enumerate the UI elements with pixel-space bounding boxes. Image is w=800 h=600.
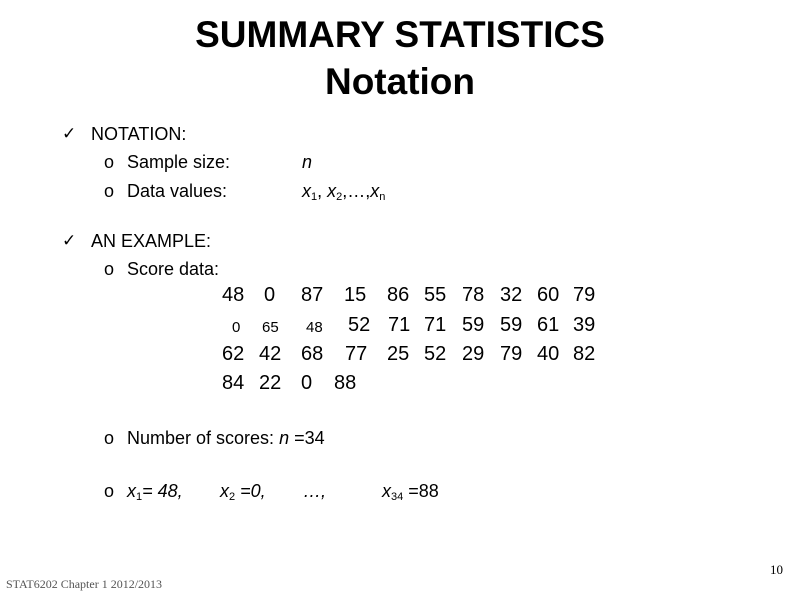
score-value: 78 [462, 284, 485, 306]
score-value: 48 [222, 284, 245, 306]
score-value: 40 [537, 343, 560, 365]
page-subtitle: Notation [324, 61, 476, 102]
score-value: 59 [500, 314, 523, 336]
check-icon: ✓ [62, 231, 77, 250]
score-value: 52 [424, 343, 447, 365]
sample-size-label: Sample size: [127, 152, 231, 172]
score-value: 79 [573, 284, 596, 306]
footer-text: STAT6202 Chapter 1 2012/2013 [6, 577, 163, 591]
score-value: 87 [301, 284, 324, 306]
page-number: 10 [770, 562, 783, 577]
check-icon: ✓ [62, 124, 77, 143]
score-value: 82 [573, 343, 596, 365]
score-value: 61 [537, 314, 560, 336]
circle-bullet-icon: o [104, 181, 115, 201]
number-of-scores: Number of scores: n =34 [127, 428, 325, 448]
score-value: 68 [301, 343, 324, 365]
circle-bullet-icon: o [104, 152, 115, 172]
x1-value: $x_1= 48$, [127, 481, 183, 503]
score-value: 32 [500, 284, 523, 306]
score-value: 42 [259, 343, 282, 365]
x2-value: $x_2 =0$, [220, 481, 266, 503]
notation-heading: NOTATION: [91, 124, 187, 144]
example-heading: AN EXAMPLE: [91, 231, 212, 251]
score-value: 22 [259, 372, 282, 394]
score-value: 0 [264, 284, 276, 306]
data-values-label: Data values: [127, 181, 228, 201]
score-value: 48 [306, 319, 323, 336]
score-data-label: Score data: [127, 259, 220, 279]
score-value: 59 [462, 314, 485, 336]
score-value: 86 [387, 284, 410, 306]
score-value: 25 [387, 343, 410, 365]
circle-bullet-icon: o [104, 428, 115, 448]
score-value: 29 [462, 343, 485, 365]
score-value: 15 [344, 284, 367, 306]
score-value: 77 [345, 343, 368, 365]
score-value: 71 [388, 314, 411, 336]
sample-size-symbol: n [302, 152, 313, 172]
circle-bullet-icon: o [104, 481, 115, 501]
page-title: SUMMARY STATISTICS [195, 14, 605, 55]
score-value: 39 [573, 314, 596, 336]
circle-bullet-icon: o [104, 259, 115, 279]
score-value: 55 [424, 284, 447, 306]
score-value: 0 [232, 319, 241, 336]
score-value: 71 [424, 314, 447, 336]
score-value: 62 [222, 343, 245, 365]
score-value: 84 [222, 372, 245, 394]
ellipsis: …, [303, 481, 327, 501]
x34-value: $x_{34} =88$ [382, 481, 439, 503]
score-value: 0 [301, 372, 313, 394]
score-value: 88 [334, 372, 357, 394]
score-value: 79 [500, 343, 523, 365]
score-value: 60 [537, 284, 560, 306]
data-values-notation: $x_1$, $x_2,\dots,x_n$ [302, 181, 386, 203]
score-value: 52 [348, 314, 371, 336]
score-value: 65 [262, 319, 279, 336]
